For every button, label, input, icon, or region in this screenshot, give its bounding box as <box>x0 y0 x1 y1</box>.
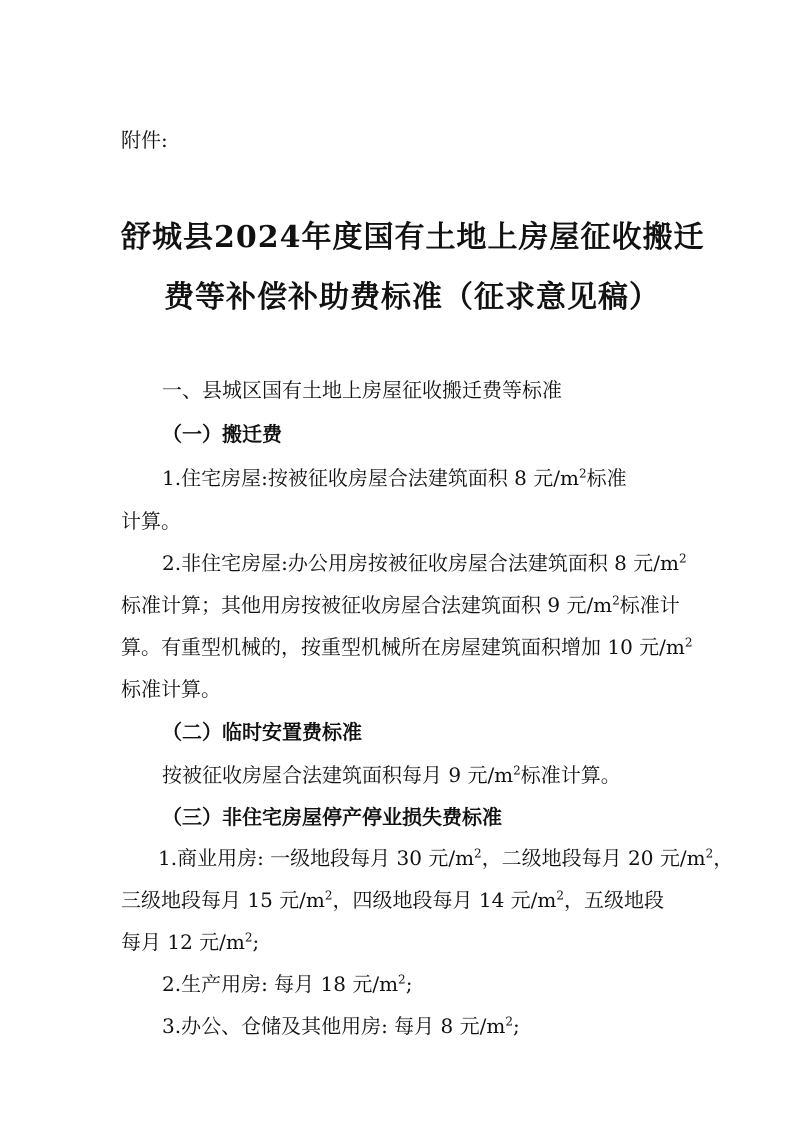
paragraph-text: 三级地段每月 15 元/m <box>121 888 325 912</box>
paragraph-text: 3.办公、仓储及其他用房: 每月 8 元/m <box>162 1014 506 1038</box>
superscript: 2 <box>678 551 687 566</box>
superscript: 2 <box>244 930 253 945</box>
attachment-label: 附件: <box>121 128 168 152</box>
superscript: 2 <box>513 763 521 778</box>
paragraph-nonresidential-line-2 <box>121 589 680 618</box>
paragraph-office-storage <box>162 1010 520 1039</box>
paragraph-text: ，四级地段每月 14 元/m <box>332 888 557 912</box>
paragraph-residential-line-2: 计算。 <box>121 509 181 533</box>
paragraph-text: 每月 12 元/m <box>121 930 245 954</box>
paragraph-nonresidential-line-4: 标准计算。 <box>121 677 221 701</box>
superscript: 2 <box>578 466 587 481</box>
superscript: 2 <box>505 1014 513 1029</box>
paragraph-text: ， <box>713 846 734 870</box>
paragraph-text: 1.住宅房屋:按被征收房屋合法建筑面积 8 元/m <box>162 466 579 490</box>
superscript: 2 <box>398 972 406 987</box>
paragraph-production <box>162 968 412 997</box>
paragraph-text: 2.生产用房: 每月 18 元/m <box>162 972 399 996</box>
superscript: 2 <box>684 635 693 650</box>
paragraph-text: ; <box>252 930 260 954</box>
superscript: 2 <box>324 888 333 903</box>
paragraph-residential-line-1 <box>162 462 627 491</box>
superscript: 2 <box>612 593 620 608</box>
paragraph-temporary-housing <box>162 759 621 788</box>
paragraph-text: 标准计算；其他用房按被征收房屋合法建筑面积 9 元/m <box>121 593 613 617</box>
paragraph-commercial-line-2 <box>121 884 664 913</box>
subsection-heading-relocation-fee: （一）搬迁费 <box>162 422 282 446</box>
subsection-heading-business-loss: （三）非住宅房屋停产停业损失费标准 <box>162 805 502 829</box>
paragraph-text: 标准计算。 <box>520 763 621 787</box>
paragraph-text: 按被征收房屋合法建筑面积每月 9 元/m <box>162 763 514 787</box>
superscript: 2 <box>556 888 565 903</box>
document-title-line-2: 费等补偿补助费标准（征求意见稿） <box>164 280 660 315</box>
superscript: 2 <box>474 846 482 861</box>
paragraph-nonresidential-line-1 <box>162 547 687 576</box>
paragraph-text: ，二级地段每月 20 元/m <box>481 846 706 870</box>
paragraph-text: ; <box>512 1014 520 1038</box>
paragraph-text: ; <box>405 972 413 996</box>
paragraph-text: 1.商业用房: 一级地段每月 30 元/m <box>158 846 475 870</box>
paragraph-text: ，五级地段 <box>564 888 665 912</box>
subsection-heading-temporary-housing: （二）临时安置费标准 <box>162 720 362 744</box>
paragraph-commercial-line-3 <box>121 926 259 955</box>
document-title-line-1: 舒城县2024年度国有土地上房屋征收搬迁 <box>121 220 705 255</box>
paragraph-text: 2.非住宅房屋:办公用房按被征收房屋合法建筑面积 8 元/m <box>162 551 679 575</box>
section-heading-1: 一、县城区国有土地上房屋征收搬迁费等标准 <box>162 378 562 402</box>
paragraph-commercial-line-1 <box>158 842 733 871</box>
paragraph-nonresidential-line-3 <box>121 631 693 660</box>
paragraph-text: 算。有重型机械的，按重型机械所在房屋建筑面积增加 10 元/m <box>121 635 685 659</box>
superscript: 2 <box>705 846 714 861</box>
paragraph-text: 标准 <box>586 466 627 490</box>
paragraph-text: 标准计 <box>619 593 680 617</box>
